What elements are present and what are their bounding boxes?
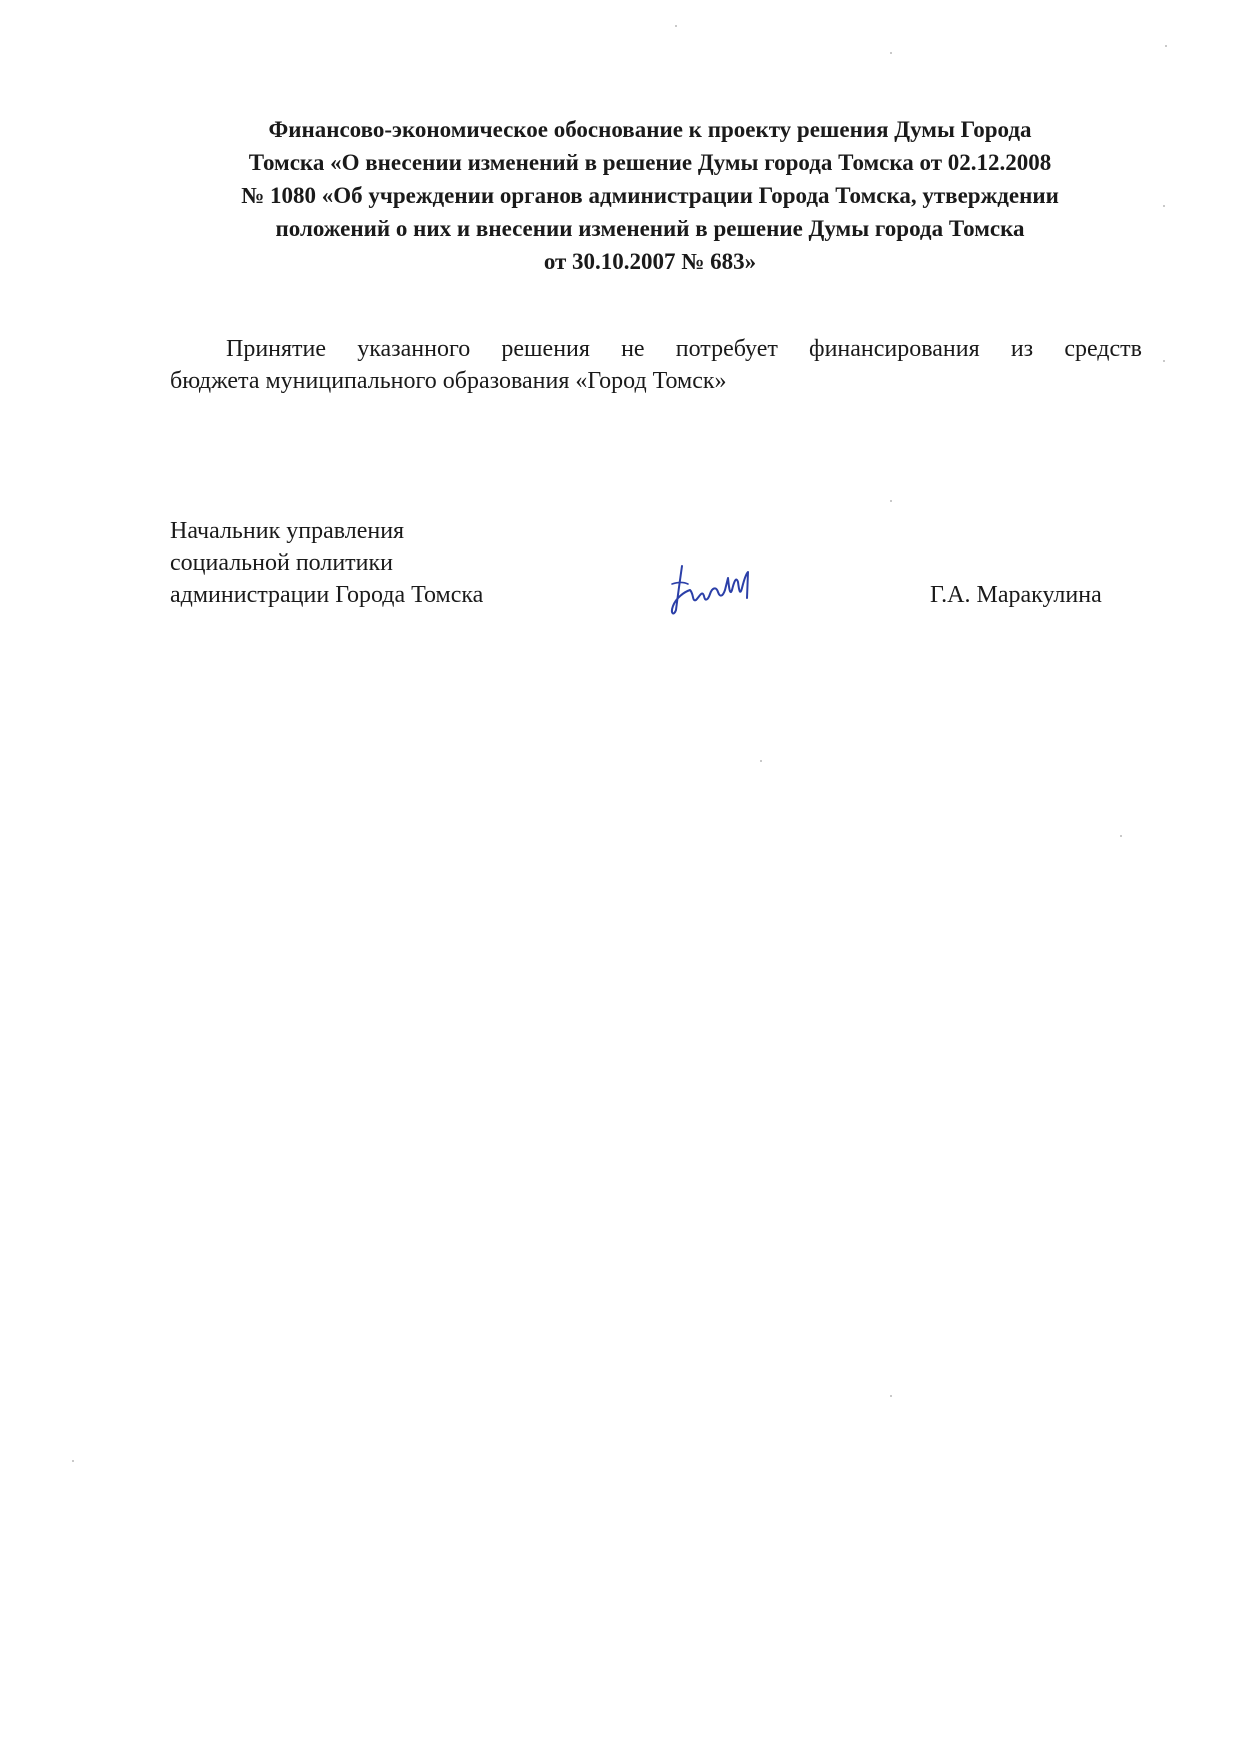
- document-title: [160, 113, 1140, 278]
- signer-name: Г.А. Маракулина: [930, 582, 1102, 608]
- position-line: Начальник управления: [170, 518, 405, 544]
- title-line: от 30.10.2007 № 683»: [543, 249, 757, 274]
- scan-speck: [72, 1460, 74, 1462]
- scan-speck: [675, 25, 677, 27]
- scan-speck: [890, 1395, 892, 1397]
- title-line: № 1080 «Об учреждении органов администрации Города Томска, утверждении: [241, 183, 1059, 208]
- scan-speck: [760, 760, 762, 762]
- title-line: положений о них и внесении изменений в решение Думы города Томска: [275, 216, 1025, 241]
- scan-speck: [1163, 360, 1165, 362]
- scan-speck: [890, 500, 892, 502]
- scan-speck: [1163, 205, 1165, 207]
- title-line: Томска «О внесении изменений в решение Думы города Томска от 02.12.2008: [248, 150, 1052, 175]
- handwritten-signature-icon: [668, 560, 768, 620]
- body-line: бюджета муниципального образования «Город Томск»: [170, 368, 727, 394]
- title-line: Финансово-экономическое обоснование к проекту решения Думы Города: [268, 117, 1032, 142]
- signer-position: [170, 515, 483, 611]
- position-line: администрации Города Томска: [170, 582, 484, 608]
- scan-speck: [1120, 835, 1122, 837]
- body-line: Принятие указанного решения не потребует финансирования из средств: [226, 336, 1142, 362]
- position-line: социальной политики: [170, 550, 393, 576]
- scan-speck: [1165, 45, 1167, 47]
- scan-speck: [890, 52, 892, 54]
- body-paragraph: [170, 333, 1142, 397]
